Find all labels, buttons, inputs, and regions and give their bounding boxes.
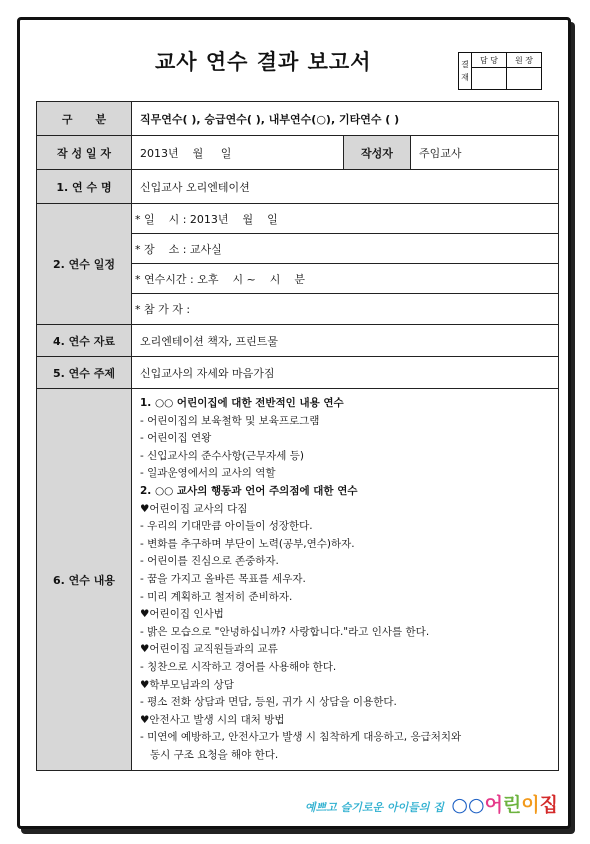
content-line: ♥학부모님과의 상담 bbox=[140, 678, 234, 691]
content-line: - 꿈을 가지고 올바른 목표를 세우자. bbox=[140, 572, 306, 585]
date-value[interactable]: 2013년 월 일 bbox=[132, 136, 344, 170]
author-value[interactable]: 주임교사 bbox=[411, 136, 559, 170]
approval-side-label: 결 재 bbox=[459, 53, 472, 90]
page-title: 교사 연수 결과 보고서 bbox=[155, 49, 372, 74]
content-line: - 어린이집의 보육철학 및 보육프로그램 bbox=[140, 414, 320, 427]
content-line: - 미연에 예방하고, 안전사고가 발생 시 침착하게 대응하고, 응급처치와 bbox=[140, 731, 462, 744]
approval-sign-staff[interactable] bbox=[472, 68, 507, 90]
content-line: - 우리의 기대만큼 아이들이 성장한다. bbox=[140, 520, 313, 533]
content-line: - 어린이를 진심으로 존중하자. bbox=[140, 555, 279, 568]
footer-slogan: 예쁘고 슬기로운 아이들의 집 bbox=[304, 801, 444, 814]
approval-header-staff: 담 당 bbox=[472, 53, 507, 68]
content-line: ♥어린이집 교사의 다짐 bbox=[140, 502, 248, 515]
content-line: 동시 구조 요청을 해야 한다. bbox=[140, 748, 279, 761]
topic-label: 5. 연수 주제 bbox=[37, 357, 132, 389]
content-line: ♥어린이집 인사법 bbox=[140, 608, 224, 621]
content-line: - 어린이집 연왕 bbox=[140, 432, 212, 445]
author-label: 작성자 bbox=[344, 136, 411, 170]
content-line: 1. ○○ 어린이집에 대한 전반적인 내용 연수 bbox=[140, 397, 344, 409]
content-line: - 변화를 추구하며 부단이 노력(공부,연수)하자. bbox=[140, 537, 355, 550]
date-label: 작 성 일 자 bbox=[37, 136, 132, 170]
footer-brand bbox=[305, 790, 558, 817]
category-value[interactable]: 직무연수( ), 승급연수( ), 내부연수(○), 기타연수 ( ) bbox=[132, 102, 559, 136]
schedule-time[interactable]: * 연수시간 : 오후 시 ~ 시 분 bbox=[132, 264, 559, 294]
content-line: - 일과운영에서의 교사의 역할 bbox=[140, 467, 276, 480]
daycare-logo: ○○어린이집 bbox=[451, 794, 558, 816]
course-name-label: 1. 연 수 명 bbox=[37, 170, 132, 204]
schedule-label: 2. 연수 일정 bbox=[37, 204, 132, 325]
content-line: - 신입교사의 준수사항(근무자세 등) bbox=[140, 449, 304, 462]
approval-sign-director[interactable] bbox=[507, 68, 542, 90]
approval-header-director: 원 장 bbox=[507, 53, 542, 68]
course-name-value[interactable]: 신입교사 오리엔테이션 bbox=[132, 170, 559, 204]
content-line: ♥어린이집 교직원들과의 교류 bbox=[140, 643, 278, 656]
content-line: ♥안전사고 발생 시의 대처 방법 bbox=[140, 713, 285, 726]
content-line: - 미리 계획하고 철저히 준비하자. bbox=[140, 590, 293, 603]
content-line: - 평소 전화 상담과 면담, 등원, 귀가 시 상담을 이용한다. bbox=[140, 696, 397, 709]
content-body[interactable] bbox=[132, 389, 559, 771]
topic-value[interactable]: 신입교사의 자세와 마음가짐 bbox=[132, 357, 559, 389]
category-label: 구 분 bbox=[37, 102, 132, 136]
approval-box bbox=[458, 52, 542, 90]
schedule-place[interactable]: * 장 소 : 교사실 bbox=[132, 234, 559, 264]
content-line: 2. ○○ 교사의 행동과 언어 주의점에 대한 연수 bbox=[140, 484, 358, 497]
material-label: 4. 연수 자료 bbox=[37, 325, 132, 357]
material-value[interactable]: 오리엔테이션 책자, 프린트물 bbox=[132, 325, 559, 357]
content-line: - 밝은 모습으로 "안녕하십니까? 사랑합니다."라고 인사를 한다. bbox=[140, 625, 430, 638]
schedule-datetime[interactable]: * 일 시 : 2013년 월 일 bbox=[132, 204, 559, 234]
schedule-participants[interactable]: * 참 가 자 : bbox=[132, 294, 559, 325]
content-label: 6. 연수 내용 bbox=[37, 389, 132, 771]
report-table bbox=[36, 101, 559, 771]
content-line: - 칭찬으로 시작하고 경어를 사용해야 한다. bbox=[140, 660, 337, 673]
